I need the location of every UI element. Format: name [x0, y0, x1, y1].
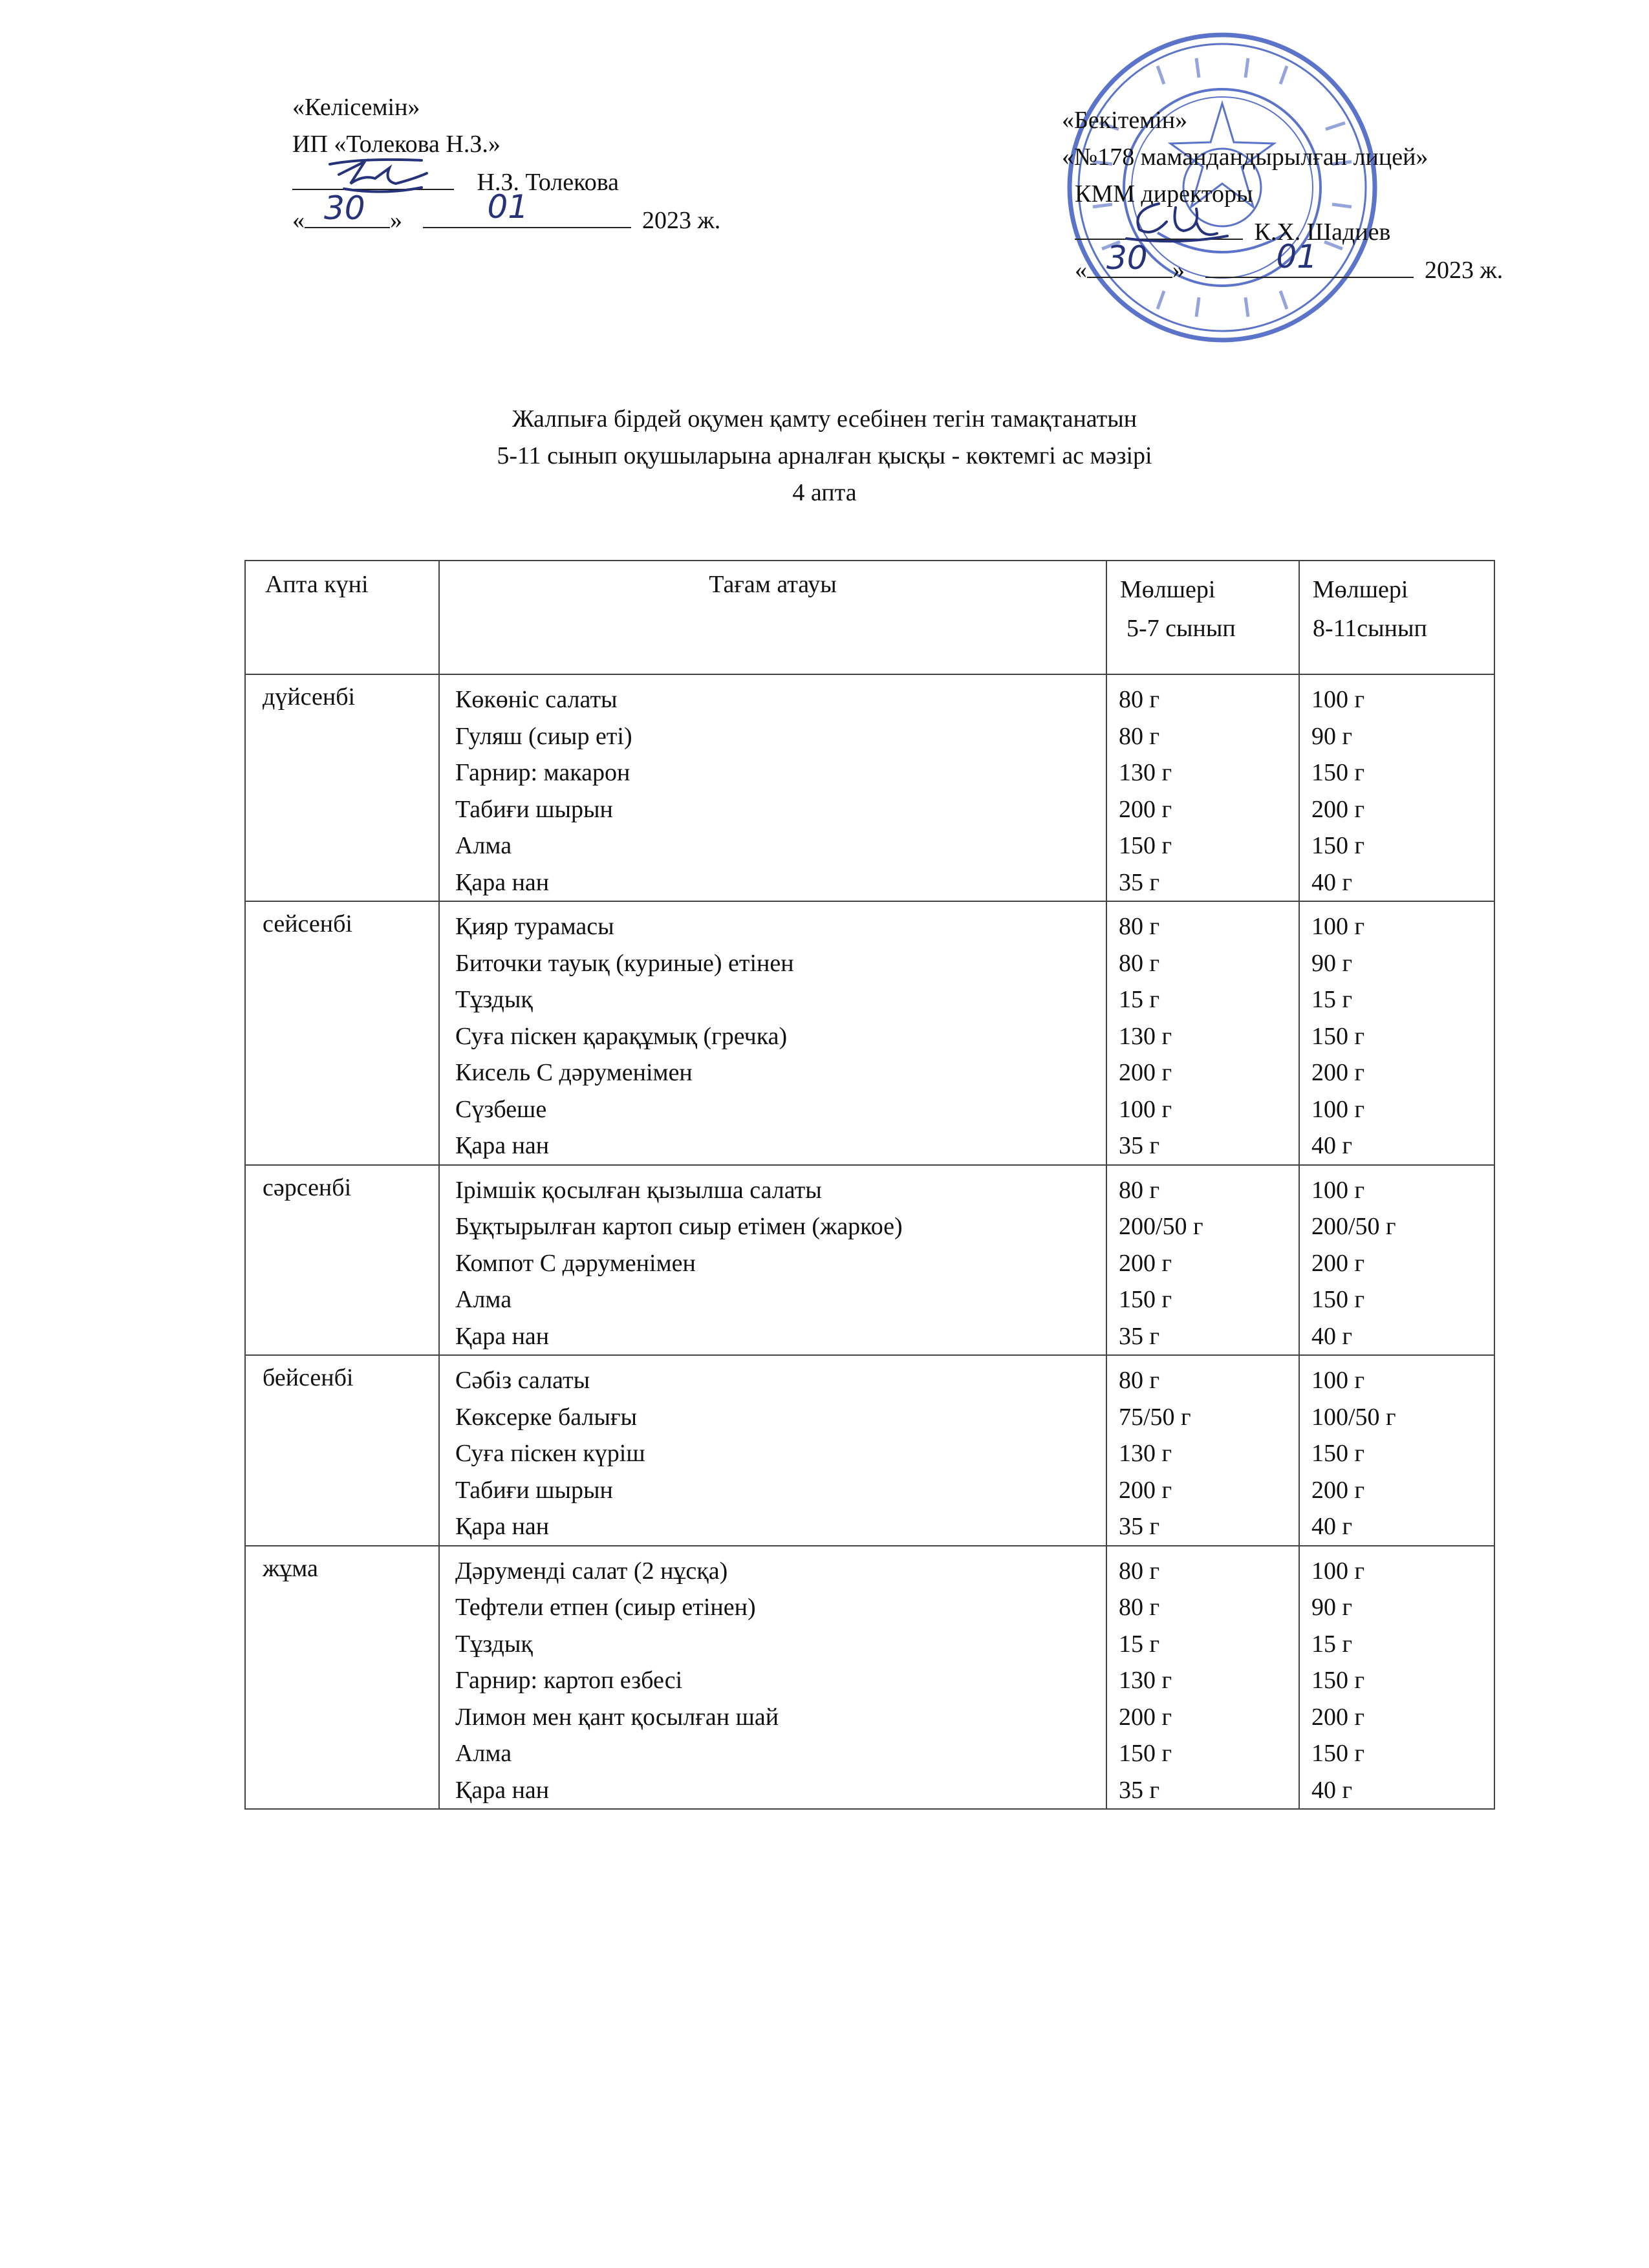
header-dish: Тағам атауы — [439, 561, 1106, 674]
menu-title — [0, 401, 1649, 511]
amount-item: 200 г — [1311, 1476, 1365, 1504]
dish-cell — [439, 901, 1106, 1165]
dish-item: Көксерке балығы — [455, 1403, 638, 1431]
dish-item: Ірімшік қосылған қызылша салаты — [455, 1176, 822, 1204]
table-row — [245, 1355, 1494, 1546]
amount-item: 200 г — [1119, 1059, 1172, 1086]
amount-item: 80 г — [1119, 722, 1160, 750]
dish-item: Тұздық — [455, 986, 533, 1013]
header-amount-8-11 — [1299, 561, 1494, 674]
signer-name: К.Х. Шадиев — [1254, 219, 1391, 246]
amount-item: 150 г — [1311, 1022, 1365, 1050]
amount-item: 150 г — [1311, 832, 1365, 859]
dish-item: Қияр турамасы — [455, 913, 614, 940]
amount-item: 80 г — [1119, 1557, 1160, 1585]
amount-item: 35 г — [1119, 1132, 1160, 1159]
day-cell: жұма — [245, 1546, 439, 1810]
day-cell: сейсенбі — [245, 901, 439, 1165]
amount-item: 100 г — [1311, 686, 1365, 713]
amount-item: 40 г — [1311, 1776, 1353, 1804]
amount-item: 80 г — [1119, 1594, 1160, 1621]
amount-item: 40 г — [1311, 1322, 1353, 1350]
date-month: 01 — [487, 188, 529, 226]
header-amount-sub: 8-11сынып — [1313, 615, 1427, 642]
amount-item: 75/50 г — [1119, 1403, 1191, 1431]
dish-item: Гуляш (сиыр еті) — [455, 722, 632, 750]
amount-item: 35 г — [1119, 1776, 1160, 1804]
amount-5-7-cell-list — [1107, 902, 1299, 1164]
date-year: 2023 ж. — [642, 207, 721, 234]
amount-item: 80 г — [1119, 686, 1160, 713]
dish-cell-list — [440, 1356, 1106, 1545]
dish-item: Сүзбеше — [455, 1095, 547, 1123]
amount-item: 200 г — [1119, 795, 1172, 823]
amount-item: 100 г — [1119, 1095, 1172, 1123]
amount-8-11-cell — [1299, 674, 1494, 901]
header-day: Апта күні — [245, 561, 439, 674]
amount-5-7-cell — [1106, 1546, 1299, 1810]
dish-item: Лимон мен қант қосылған шай — [455, 1703, 779, 1731]
amount-item: 80 г — [1119, 1176, 1160, 1204]
table-row — [245, 674, 1494, 901]
day-blank — [305, 189, 390, 228]
dish-item: Қара нан — [455, 868, 550, 896]
dish-item: Тефтели етпен (сиыр етінен) — [455, 1594, 756, 1621]
table-row — [245, 1165, 1494, 1356]
dish-item: Қара нан — [455, 1132, 550, 1159]
amount-8-11-cell-list — [1300, 1356, 1494, 1545]
amount-8-11-cell — [1299, 1355, 1494, 1546]
amount-item: 15 г — [1311, 1630, 1353, 1658]
month-blank — [423, 188, 631, 228]
amount-item: 100 г — [1311, 1176, 1365, 1204]
date-month: 01 — [1276, 238, 1318, 275]
dish-item: Қара нан — [455, 1322, 550, 1350]
amount-5-7-cell — [1106, 1355, 1299, 1546]
header-amount-title: Мөлшері — [1120, 576, 1216, 603]
company-name: ИП «Толекова Н.З.» — [292, 131, 501, 158]
header-amount-5-7 — [1106, 561, 1299, 674]
dish-item: Компот С дәруменімен — [455, 1249, 696, 1277]
amount-item: 130 г — [1119, 1440, 1172, 1467]
amount-5-7-cell-list — [1107, 1546, 1299, 1809]
amount-item: 150 г — [1119, 1286, 1172, 1313]
dish-cell — [439, 674, 1106, 901]
table-row — [245, 901, 1494, 1165]
day-blank — [1087, 239, 1172, 278]
dish-item: Алма — [455, 832, 512, 859]
dish-item: Алма — [455, 1286, 512, 1313]
amount-8-11-cell-list — [1300, 1546, 1494, 1809]
amount-item: 40 г — [1311, 868, 1353, 896]
dish-item: Гарнир: картоп езбесі — [455, 1667, 683, 1694]
table-header-row — [245, 561, 1494, 674]
amount-item: 100 г — [1311, 1095, 1365, 1123]
date-line: « 30 » 01 2023 ж. — [1075, 238, 1503, 284]
header-amount-title: Мөлшері — [1313, 576, 1408, 603]
amount-item: 15 г — [1119, 1630, 1160, 1658]
amount-item: 100 г — [1311, 913, 1365, 940]
amount-item: 200 г — [1311, 795, 1365, 823]
title-line-3: 4 апта — [792, 479, 857, 506]
dish-item: Табиғи шырын — [455, 795, 613, 823]
amount-item: 150 г — [1311, 1740, 1365, 1767]
agreed-label: «Келісемін» — [292, 94, 420, 121]
amount-item: 150 г — [1119, 832, 1172, 859]
amount-item: 15 г — [1311, 986, 1353, 1013]
amount-8-11-cell — [1299, 1546, 1494, 1810]
amount-item: 15 г — [1119, 986, 1160, 1013]
dish-item: Бұқтырылған картоп сиыр етімен (жаркое) — [455, 1213, 903, 1240]
amount-8-11-cell-list — [1300, 902, 1494, 1164]
amount-8-11-cell — [1299, 1165, 1494, 1356]
dish-cell — [439, 1165, 1106, 1356]
dish-item: Суға піскен қарақұмық (гречка) — [455, 1022, 788, 1050]
header-amount-sub: 5-7 сынып — [1126, 615, 1236, 642]
amount-item: 130 г — [1119, 759, 1172, 786]
amount-item: 200 г — [1311, 1249, 1365, 1277]
dish-cell-list — [440, 1166, 1106, 1355]
dish-item: Қара нан — [455, 1776, 550, 1804]
dish-cell — [439, 1546, 1106, 1810]
day-cell: бейсенбі — [245, 1355, 439, 1546]
table-row — [245, 1546, 1494, 1810]
dish-item: Сәбіз салаты — [455, 1367, 590, 1394]
amount-item: 200/50 г — [1311, 1213, 1396, 1240]
approval-block — [1062, 102, 1503, 289]
amount-item: 200/50 г — [1119, 1213, 1203, 1240]
dish-item: Қара нан — [455, 1513, 550, 1540]
dish-cell-list — [440, 675, 1106, 901]
amount-item: 80 г — [1119, 949, 1160, 977]
signer-name: Н.З. Толекова — [477, 169, 620, 196]
amount-5-7-cell — [1106, 1165, 1299, 1356]
amount-item: 35 г — [1119, 1322, 1160, 1350]
title-line-1: Жалпыға бірдей оқумен қамту есебінен тегін тамақтанатын — [512, 405, 1137, 433]
amount-item: 130 г — [1119, 1667, 1172, 1694]
dish-item: Алма — [455, 1740, 512, 1767]
amount-item: 100 г — [1311, 1557, 1365, 1585]
amount-item: 130 г — [1119, 1022, 1172, 1050]
dish-cell — [439, 1355, 1106, 1546]
amount-item: 40 г — [1311, 1513, 1353, 1540]
amount-item: 150 г — [1311, 1286, 1365, 1313]
amount-item: 150 г — [1119, 1740, 1172, 1767]
dish-item: Гарнир: макарон — [455, 759, 630, 786]
date-day: 30 — [324, 189, 365, 227]
amount-item: 100/50 г — [1311, 1403, 1396, 1431]
amount-item: 80 г — [1119, 1367, 1160, 1394]
amount-item: 200 г — [1119, 1703, 1172, 1731]
date-line: « 30 » 01 2023 ж. — [292, 188, 721, 234]
dish-item: Дәруменді салат (2 нұсқа) — [455, 1557, 728, 1585]
signature-blank — [1075, 213, 1243, 240]
amount-item: 150 г — [1311, 759, 1365, 786]
agreement-block — [292, 89, 720, 239]
amount-item: 90 г — [1311, 1594, 1353, 1621]
amount-item: 90 г — [1311, 949, 1353, 977]
amount-item: 200 г — [1311, 1703, 1365, 1731]
day-cell: сәрсенбі — [245, 1165, 439, 1356]
dish-cell-list — [440, 902, 1106, 1164]
title-line-2: 5-11 сынып оқушыларына арналған қысқы - көктемгі ас мәзірі — [497, 442, 1152, 469]
organization-name: «№178 мамандандырылған лицей» — [1062, 144, 1428, 171]
dish-item: Суға піскен күріш — [455, 1440, 645, 1467]
dish-item: Биточки тауық (куриные) етінен — [455, 949, 794, 977]
dish-item: Тұздық — [455, 1630, 533, 1658]
amount-item: 200 г — [1119, 1249, 1172, 1277]
signature-blank — [292, 163, 454, 190]
month-blank — [1205, 238, 1414, 278]
amount-5-7-cell — [1106, 901, 1299, 1165]
dish-item: Кисель С дәруменімен — [455, 1059, 693, 1086]
date-year: 2023 ж. — [1425, 257, 1503, 284]
amount-item: 150 г — [1311, 1440, 1365, 1467]
amount-item: 200 г — [1119, 1476, 1172, 1504]
amount-item: 200 г — [1311, 1059, 1365, 1086]
approved-label: «Бекітемін» — [1062, 107, 1188, 134]
table-body — [245, 674, 1494, 1809]
amount-5-7-cell-list — [1107, 1166, 1299, 1355]
amount-item: 80 г — [1119, 913, 1160, 940]
amount-item: 150 г — [1311, 1667, 1365, 1694]
date-day: 30 — [1106, 239, 1148, 277]
amount-5-7-cell — [1106, 674, 1299, 901]
dish-cell-list — [440, 1546, 1106, 1809]
amount-item: 100 г — [1311, 1367, 1365, 1394]
amount-item: 90 г — [1311, 722, 1353, 750]
amount-8-11-cell-list — [1300, 675, 1494, 901]
amount-item: 35 г — [1119, 868, 1160, 896]
amount-5-7-cell-list — [1107, 1356, 1299, 1545]
amount-item: 35 г — [1119, 1513, 1160, 1540]
amount-8-11-cell — [1299, 901, 1494, 1165]
menu-table — [244, 560, 1495, 1810]
amount-item: 40 г — [1311, 1132, 1353, 1159]
director-position: КММ директоры — [1075, 180, 1253, 208]
dish-item: Көкөніс салаты — [455, 686, 618, 713]
dish-item: Табиғи шырын — [455, 1476, 613, 1504]
amount-5-7-cell-list — [1107, 675, 1299, 901]
amount-8-11-cell-list — [1300, 1166, 1494, 1355]
day-cell: дүйсенбі — [245, 674, 439, 901]
